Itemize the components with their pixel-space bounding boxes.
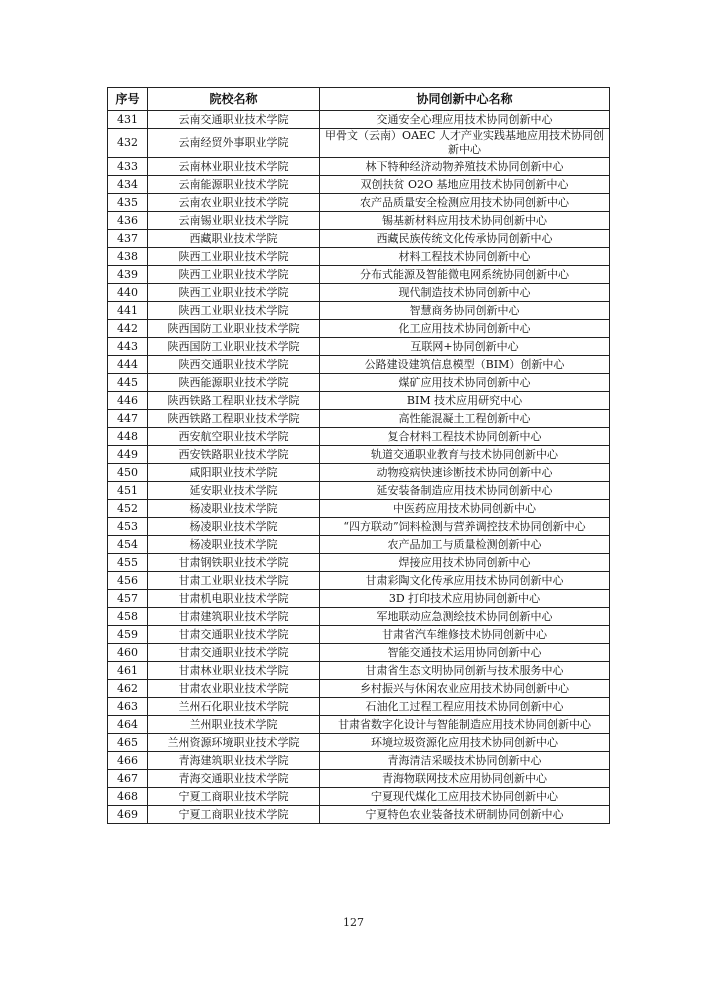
cell-school-name: 陕西铁路工程职业技术学院 (148, 410, 320, 428)
cell-index: 438 (108, 248, 148, 266)
cell-school-name: 兰州职业技术学院 (148, 716, 320, 734)
cell-center-name: 农产品质量安全检测应用技术协同创新中心 (320, 194, 610, 212)
cell-school-name: 青海建筑职业技术学院 (148, 752, 320, 770)
cell-center-name: 现代制造技术协同创新中心 (320, 284, 610, 302)
cell-school-name: 甘肃交通职业技术学院 (148, 626, 320, 644)
cell-school-name: 云南农业职业技术学院 (148, 194, 320, 212)
table-row (108, 356, 610, 374)
cell-center-name: 乡村振兴与休闲农业应用技术协同创新中心 (320, 680, 610, 698)
cell-index: 464 (108, 716, 148, 734)
table-row (108, 158, 610, 176)
cell-school-name: 甘肃钢铁职业技术学院 (148, 554, 320, 572)
table-row (108, 129, 610, 158)
cell-school-name: 甘肃农业职业技术学院 (148, 680, 320, 698)
cell-index: 448 (108, 428, 148, 446)
cell-school-name: 云南经贸外事职业学院 (148, 129, 320, 158)
cell-index: 439 (108, 266, 148, 284)
cell-center-name: 锡基新材料应用技术协同创新中心 (320, 212, 610, 230)
table-row (108, 374, 610, 392)
cell-school-name: 陕西铁路工程职业技术学院 (148, 392, 320, 410)
cell-index: 449 (108, 446, 148, 464)
cell-index: 455 (108, 554, 148, 572)
cell-index: 461 (108, 662, 148, 680)
table-row (108, 194, 610, 212)
table-row (108, 212, 610, 230)
cell-index: 450 (108, 464, 148, 482)
cell-center-name: “四方联动”饲料检测与营养调控技术协同创新中心 (320, 518, 610, 536)
cell-index: 441 (108, 302, 148, 320)
cell-school-name: 陕西工业职业技术学院 (148, 284, 320, 302)
table-row (108, 338, 610, 356)
table-row (108, 230, 610, 248)
table-row (108, 554, 610, 572)
cell-center-name: 甘肃省生态文明协同创新与技术服务中心 (320, 662, 610, 680)
cell-index: 442 (108, 320, 148, 338)
table-row (108, 464, 610, 482)
cell-school-name: 陕西工业职业技术学院 (148, 248, 320, 266)
table-row (108, 644, 610, 662)
cell-index: 431 (108, 111, 148, 129)
cell-center-name: 甘肃彩陶文化传承应用技术协同创新中心 (320, 572, 610, 590)
cell-school-name: 陕西能源职业技术学院 (148, 374, 320, 392)
cell-school-name: 甘肃工业职业技术学院 (148, 572, 320, 590)
cell-center-name: 煤矿应用技术协同创新中心 (320, 374, 610, 392)
cell-center-name: 互联网+协同创新中心 (320, 338, 610, 356)
cell-school-name: 甘肃机电职业技术学院 (148, 590, 320, 608)
table-row (108, 734, 610, 752)
table-row (108, 716, 610, 734)
page-number: 127 (343, 916, 364, 929)
cell-center-name: 焊接应用技术协同创新中心 (320, 554, 610, 572)
header-school-name: 院校名称 (148, 88, 320, 111)
cell-index: 465 (108, 734, 148, 752)
table-row (108, 608, 610, 626)
cell-index: 467 (108, 770, 148, 788)
cell-index: 466 (108, 752, 148, 770)
cell-index: 456 (108, 572, 148, 590)
table-row (108, 590, 610, 608)
cell-center-name: 宁夏特色农业装备技术研制协同创新中心 (320, 806, 610, 824)
table-row (108, 770, 610, 788)
cell-center-name: 农产品加工与质量检测创新中心 (320, 536, 610, 554)
innovation-center-table (107, 87, 610, 824)
cell-school-name: 陕西国防工业职业技术学院 (148, 320, 320, 338)
table-row (108, 446, 610, 464)
cell-center-name: 高性能混凝土工程创新中心 (320, 410, 610, 428)
cell-school-name: 甘肃建筑职业技术学院 (148, 608, 320, 626)
cell-center-name: 材料工程技术协同创新中心 (320, 248, 610, 266)
table-row (108, 518, 610, 536)
table-row (108, 248, 610, 266)
cell-school-name: 兰州石化职业技术学院 (148, 698, 320, 716)
table-row (108, 266, 610, 284)
cell-center-name: 军地联动应急测绘技术协同创新中心 (320, 608, 610, 626)
cell-school-name: 青海交通职业技术学院 (148, 770, 320, 788)
cell-school-name: 陕西工业职业技术学院 (148, 302, 320, 320)
table-row (108, 320, 610, 338)
cell-school-name: 云南林业职业技术学院 (148, 158, 320, 176)
cell-center-name: 轨道交通职业教育与技术协同创新中心 (320, 446, 610, 464)
cell-center-name: 青海物联网技术应用协同创新中心 (320, 770, 610, 788)
cell-center-name: 甲骨文（云南）OAEC 人才产业实践基地应用技术协同创新中心 (320, 129, 610, 158)
cell-school-name: 杨凌职业技术学院 (148, 518, 320, 536)
header-index: 序号 (108, 88, 148, 111)
cell-school-name: 西藏职业技术学院 (148, 230, 320, 248)
cell-center-name: 分布式能源及智能微电网系统协同创新中心 (320, 266, 610, 284)
table-header-row (108, 88, 610, 111)
table-row (108, 662, 610, 680)
cell-school-name: 甘肃林业职业技术学院 (148, 662, 320, 680)
cell-index: 453 (108, 518, 148, 536)
cell-center-name: 甘肃省汽车维修技术协同创新中心 (320, 626, 610, 644)
cell-school-name: 宁夏工商职业技术学院 (148, 806, 320, 824)
cell-index: 432 (108, 129, 148, 158)
cell-index: 459 (108, 626, 148, 644)
cell-index: 446 (108, 392, 148, 410)
cell-school-name: 杨凌职业技术学院 (148, 536, 320, 554)
cell-center-name: 公路建设建筑信息模型（BIM）创新中心 (320, 356, 610, 374)
cell-center-name: BIM 技术应用研究中心 (320, 392, 610, 410)
table-row (108, 284, 610, 302)
cell-index: 445 (108, 374, 148, 392)
table-row (108, 626, 610, 644)
cell-center-name: 环境垃圾资源化应用技术协同创新中心 (320, 734, 610, 752)
cell-center-name: 动物疫病快速诊断技术协同创新中心 (320, 464, 610, 482)
cell-center-name: 中医药应用技术协同创新中心 (320, 500, 610, 518)
cell-index: 435 (108, 194, 148, 212)
cell-index: 451 (108, 482, 148, 500)
cell-center-name: 智能交通技术运用协同创新中心 (320, 644, 610, 662)
cell-center-name: 西藏民族传统文化传承协同创新中心 (320, 230, 610, 248)
cell-center-name: 林下特种经济动物养殖技术协同创新中心 (320, 158, 610, 176)
table-row (108, 572, 610, 590)
cell-index: 454 (108, 536, 148, 554)
cell-school-name: 西安铁路职业技术学院 (148, 446, 320, 464)
cell-school-name: 云南锡业职业技术学院 (148, 212, 320, 230)
cell-school-name: 延安职业技术学院 (148, 482, 320, 500)
cell-school-name: 陕西工业职业技术学院 (148, 266, 320, 284)
table-row (108, 176, 610, 194)
cell-index: 433 (108, 158, 148, 176)
cell-school-name: 西安航空职业技术学院 (148, 428, 320, 446)
cell-index: 457 (108, 590, 148, 608)
table-row (108, 410, 610, 428)
table-row (108, 752, 610, 770)
cell-index: 437 (108, 230, 148, 248)
cell-index: 452 (108, 500, 148, 518)
table-row (108, 111, 610, 129)
cell-center-name: 3D 打印技术应用协同创新中心 (320, 590, 610, 608)
cell-index: 443 (108, 338, 148, 356)
table-row (108, 482, 610, 500)
table-row (108, 428, 610, 446)
cell-center-name: 宁夏现代煤化工应用技术协同创新中心 (320, 788, 610, 806)
cell-center-name: 石油化工过程工程应用技术协同创新中心 (320, 698, 610, 716)
table-row (108, 500, 610, 518)
cell-school-name: 云南能源职业技术学院 (148, 176, 320, 194)
cell-school-name: 咸阳职业技术学院 (148, 464, 320, 482)
cell-school-name: 陕西国防工业职业技术学院 (148, 338, 320, 356)
cell-center-name: 化工应用技术协同创新中心 (320, 320, 610, 338)
table-row (108, 680, 610, 698)
cell-index: 458 (108, 608, 148, 626)
table-body (108, 111, 610, 824)
cell-school-name: 陕西交通职业技术学院 (148, 356, 320, 374)
cell-center-name: 延安装备制造应用技术协同创新中心 (320, 482, 610, 500)
cell-index: 436 (108, 212, 148, 230)
table-row (108, 302, 610, 320)
header-center-name: 协同创新中心名称 (320, 88, 610, 111)
table-row (108, 392, 610, 410)
table-row (108, 698, 610, 716)
table-row (108, 536, 610, 554)
cell-school-name: 兰州资源环境职业技术学院 (148, 734, 320, 752)
cell-index: 440 (108, 284, 148, 302)
cell-index: 460 (108, 644, 148, 662)
cell-index: 468 (108, 788, 148, 806)
cell-center-name: 复合材料工程技术协同创新中心 (320, 428, 610, 446)
cell-center-name: 青海清洁采暖技术协同创新中心 (320, 752, 610, 770)
cell-school-name: 云南交通职业技术学院 (148, 111, 320, 129)
cell-index: 444 (108, 356, 148, 374)
cell-center-name: 甘肃省数字化设计与智能制造应用技术协同创新中心 (320, 716, 610, 734)
cell-center-name: 智慧商务协同创新中心 (320, 302, 610, 320)
cell-index: 434 (108, 176, 148, 194)
table-row (108, 806, 610, 824)
cell-index: 462 (108, 680, 148, 698)
cell-index: 447 (108, 410, 148, 428)
cell-index: 469 (108, 806, 148, 824)
cell-center-name: 双创扶贫 O2O 基地应用技术协同创新中心 (320, 176, 610, 194)
table-row (108, 788, 610, 806)
cell-school-name: 甘肃交通职业技术学院 (148, 644, 320, 662)
cell-index: 463 (108, 698, 148, 716)
cell-center-name: 交通安全心理应用技术协同创新中心 (320, 111, 610, 129)
cell-school-name: 杨凌职业技术学院 (148, 500, 320, 518)
cell-school-name: 宁夏工商职业技术学院 (148, 788, 320, 806)
